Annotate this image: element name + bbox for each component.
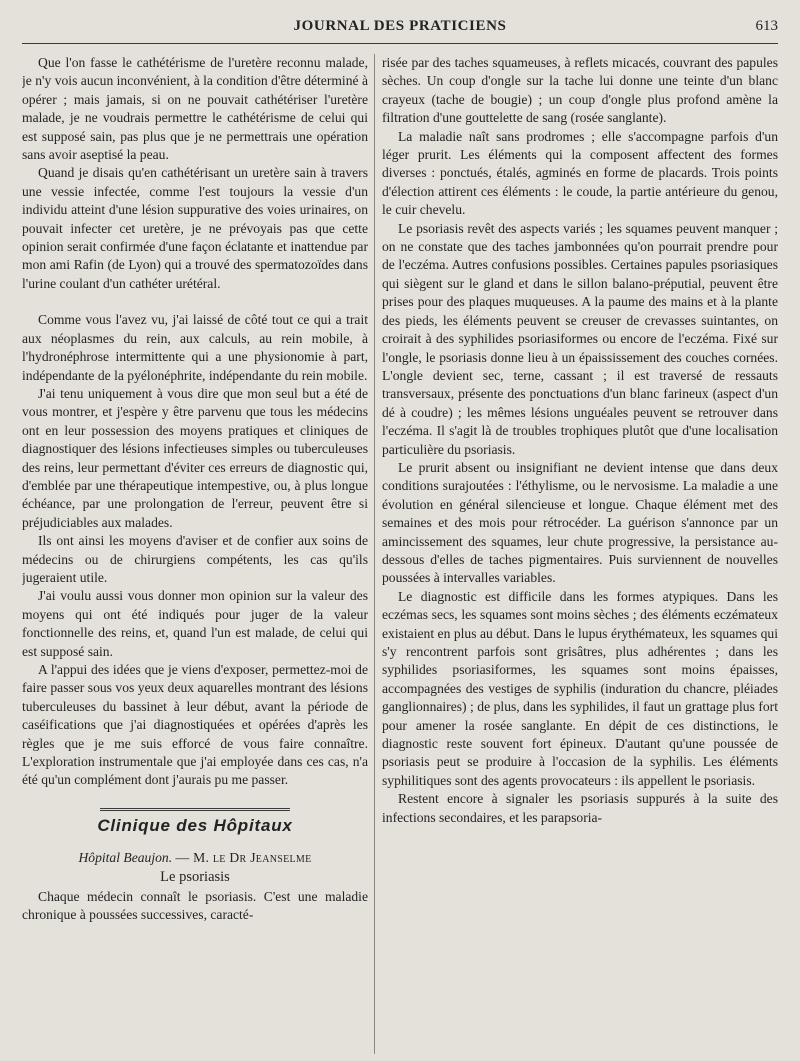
paragraph: Le psoriasis revêt des aspects variés ; les squames peuvent manquer ; on ne constate que des taches jambonnées qu'on pourrait prendre pour de l'eczéma. Autres confusions possibles. Certaines papules psoriasiques qui siègent sur le gland et dans le sillon balano-préputial, peuvent être prises pour des plaques muqueuses. A la paume des mains et à la plante des pieds, les éléments peuvent se creuser de crevasses suintantes, on croirait à des syphilides psoriasiformes ou encore de l'eczéma. Fixé sur l'ongle, le psoriasis donne lieu à un épaississement des couches cornées. L'ongle devient sec, terne, cassant ; il est traversé de ressauts transversaux, présente des ponctuations d'un blanc farineux (aspect d'un dé à coudre) ; les mêmes lésions unguéales peuvent se retrouver dans l'eczéma. Il s'agit là de troubles trophiques plutôt que d'une localisation particulière du psoriasis. [382,220,778,457]
paragraph-gap [22,293,368,311]
paragraph: J'ai voulu aussi vous donner mon opinion sur la valeur des moyens qui ont été indiqués pour juger de la valeur fonctionnelle des reins, et, quand l'un est malade, de celui qui est supposé sain. [22,588,368,659]
article-byline [22,849,368,867]
paragraph: risée par des taches squameuses, à reflets micacés, couvrant des papules sèches. Un coup d'ongle sur la tache lui donne une teinte d'un blanc crayeux (tache de bougie) ; un coup d'ongle plus profond amène la filtration d'une gouttelette de sang (rosée sanglante). [382,55,778,126]
paragraph: Comme vous l'avez vu, j'ai laissé de côté tout ce qui a trait aux néoplasmes du rein, aux calculs, au rein mobile, à l'hydronéphrose intermittente qui a une physionomie à part, indépendante de la pyélonéphrite, indépendante du rein mobile. [22,312,368,383]
paragraph: Le prurit absent ou insignifiant ne devient intense que dans deux conditions surajoutées : l'éthylisme, ou le nervosisme. La maladie a une évolution en général silencieuse et longue. Chaque élément met des semaines et des mois pour rétrocéder. La guérison s'annonce par un amincissement des squames, leur chute progressive, la persistance au-dessous d'elles de taches pigmentaires. Puis surviennent de nouvelles poussées à intervalles variables. [382,459,778,586]
paragraph: Que l'on fasse le cathétérisme de l'uretère reconnu malade, je n'y vois aucun inconvénient, à la condition d'être déterminé à opérer ; mais jamais, si on ne pouvait cathétériser l'uretère malade, je ne voudrais permettre le cathétérisme de celui qui est supposé sain, pas plus que je ne permettrais une opération sans avoir aseptisé la peau. [22,55,368,163]
paragraph: Restent encore à signaler les psoriasis suppurés à la suite des infections secondaires, et les parapsoria- [382,791,778,825]
header-rule [22,43,778,44]
journal-title: JOURNAL DES PRATICIENS [293,18,507,34]
paragraph: La maladie naît sans prodromes ; elle s'accompagne parfois d'un léger prurit. Les éléments qui la composent affectent des formes diverses : ponctués, étalés, agminés en forme de placards. Trois points d'élection attirent ces éléments : le coude, la partie antérieure du genou, le cuir chevelu. [382,128,778,218]
page-header [0,14,800,40]
left-column [22,54,368,1054]
paragraph: J'ai tenu uniquement à vous dire que mon seul but a été de vous montrer, et j'espère y être parvenu que tous les médecins ont en leur possession des moyens pratiques et cliniques de diagnostiquer des lésions infectieuses simples ou tuberculeuses des reins, leur permettant d'éviter ces erreurs de diagnostic qui, d'emblée par une thérapeutique intempestive, ou, à plus longue échéance, par une prolongation de l'erreur, peuvent être si préjudiciables aux malades. [22,385,368,530]
page-number: 613 [755,18,778,34]
byline-place: Hôpital Beaujon. [78,850,173,866]
byline-author: — M. le Dr Jeanselme [175,850,312,866]
section-rule [100,808,290,811]
section-title: Clinique des Hôpitaux [97,815,293,835]
paragraph: Le diagnostic est difficile dans les formes atypiques. Dans les eczémas secs, les squames sont moins sèches ; des éléments eczémateux existaient en plus au début. Dans le lupus érythémateux, les squames qui s'y rencontrent parfois sont grisâtres, plus adhérentes ; dans les syphilides psoriasiformes, les squames sont moins épaisses, accompagnées des vestiges de syphilis (induration du chancre, pléiades ganglionnaires) ; de plus, dans les syphilides, il faut un grattage plus fort pour amener la rosée sanglante. En dépit de ces distinctions, le diagnostic reste souvent fort épineux. D'autant qu'une poussée de psoriasis peut se produire à l'occasion de la syphilis. Les éléments syphilitiques sont des agents provocateurs : ils appellent le psoriasis. [382,588,778,788]
paragraph: Chaque médecin connaît le psoriasis. C'est une maladie chronique à poussées successives, caracté- [22,888,368,923]
paragraph: Ils ont ainsi les moyens d'aviser et de confier aux soins de médecins ou de chirurgiens compétents, les cas qu'ils jugeraient utile. [22,533,368,585]
article-title: Le psoriasis [160,868,230,885]
paragraph: Quand je disais qu'en cathétérisant un uretère sain à travers une vessie infectée, comme l'est toujours la vessie d'un individu atteint d'une lésion suppurative des voies urinaires, on pouvait infecter cet uretère, je ne prévoyais pas que cette opinion serait confirmée d'une façon éclatante et inattendue par mon ami Rafin (de Lyon) qui a trouvé des spermatozoïdes dans l'urine coulant d'un cathéter urétéral. [22,165,368,291]
right-column [382,54,778,1054]
paragraph: A l'appui des idées que je viens d'exposer, permettez-moi de faire passer sous vos yeux deux aquarelles montrant des lésions tuberculeuses du bassinet à leur début, avant la période de caséifications que j'ai diagnostiquées et opérées d'après les règles que je me suis efforcé de vous faire connaître. L'exploration instrumentale que j'ai employée dans ces cas, n'a été qu'un complément dont j'aurais pu me passer. [22,662,368,788]
column-divider [374,54,375,1054]
